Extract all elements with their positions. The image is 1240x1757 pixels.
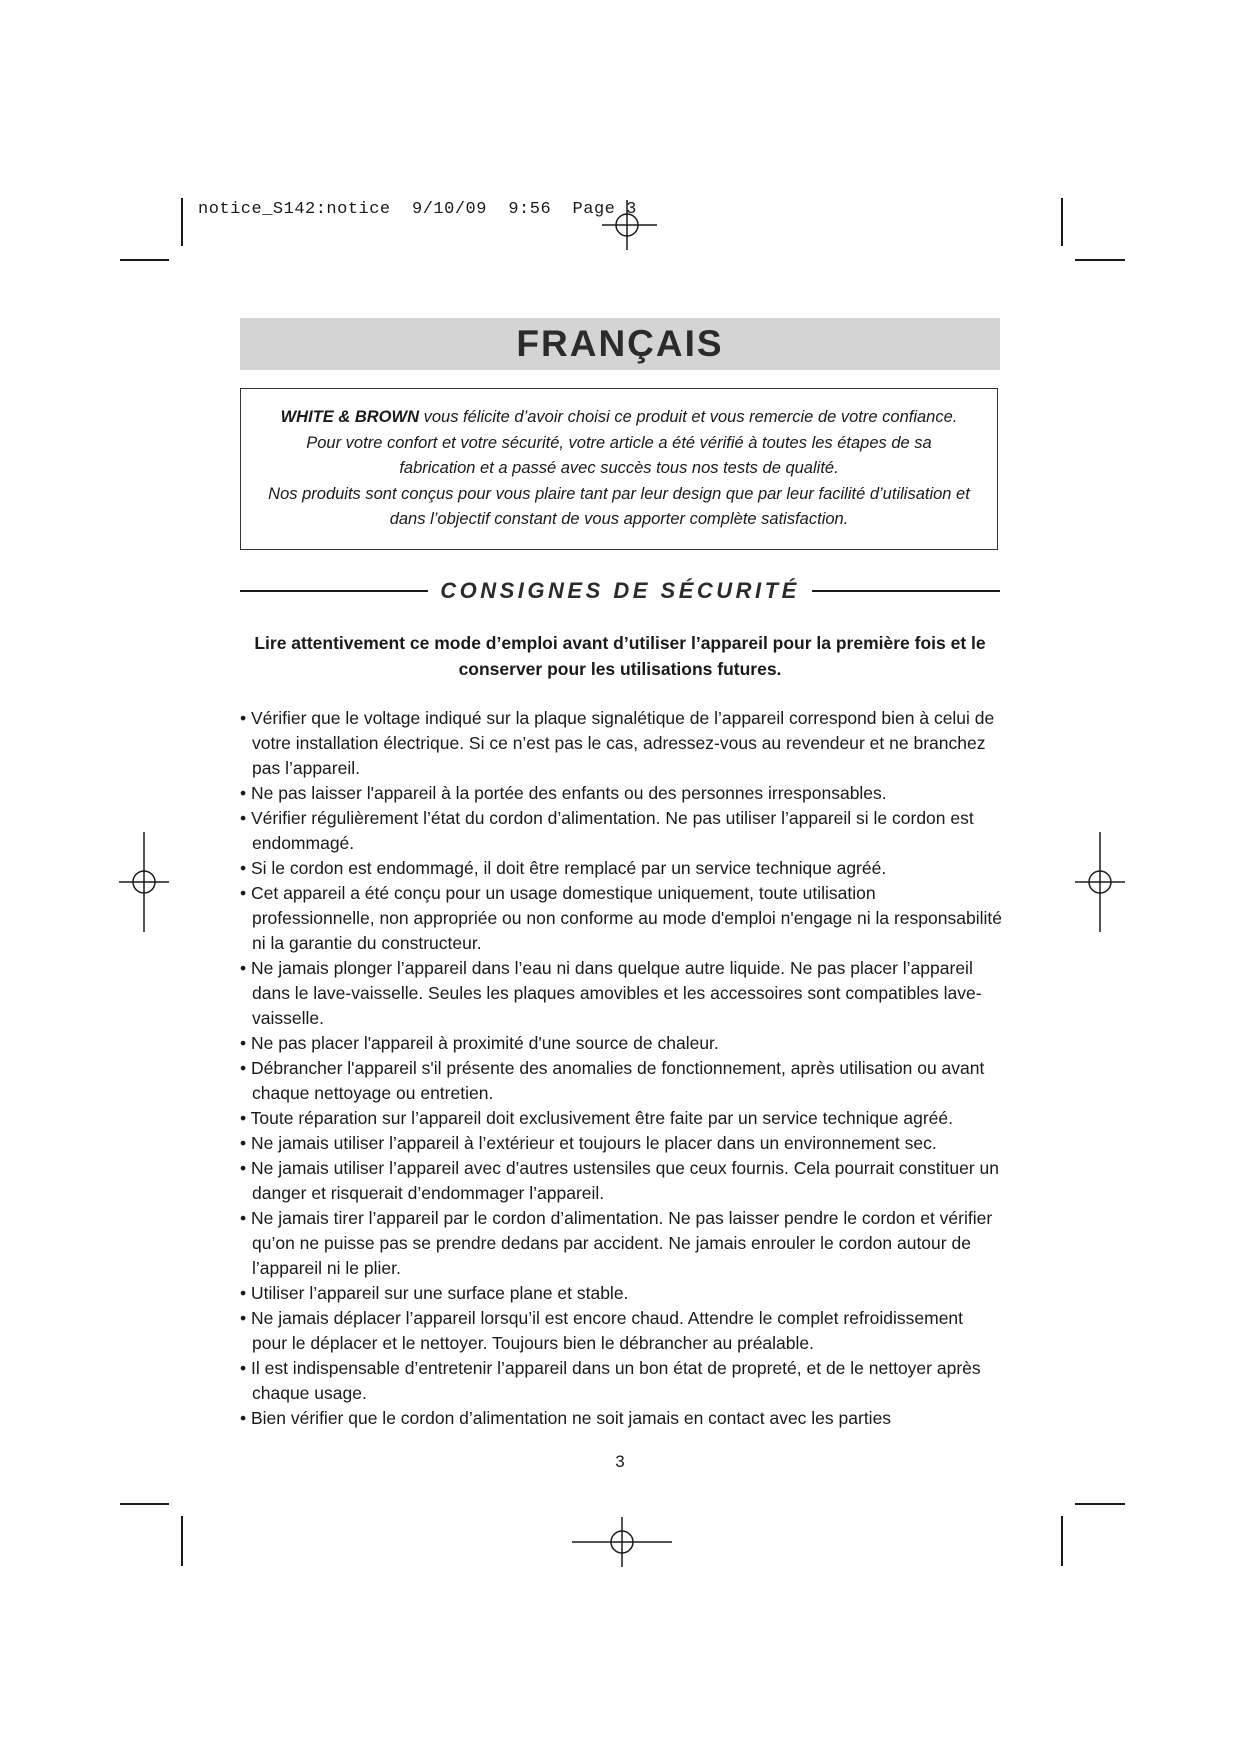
intro-line-1-text: vous félicite d’avoir choisi ce produit et vous remercie de votre confiance. — [419, 408, 958, 426]
heading-rule-right — [812, 590, 1000, 592]
list-item: • Ne pas placer l'appareil à proximité d'une source de chaleur. — [240, 1033, 719, 1053]
intro-line-2: Pour votre confort et votre sécurité, votre article a été vérifié à toutes les étapes de sa — [306, 433, 932, 452]
registration-mark-left-icon — [118, 832, 170, 932]
list-item: • Il est indispensable d’entretenir l’appareil dans un bon état de propreté, et de le nettoyer après chaque usage. — [240, 1358, 981, 1403]
section-title: CONSIGNES DE SÉCURITÉ — [440, 578, 800, 603]
list-item: • Vérifier régulièrement l’état du cordon d’alimentation. Ne pas utiliser l’appareil si le cordon est endommagé. — [240, 808, 974, 853]
lead-line-1: Lire attentivement ce mode d’emploi avant d’utiliser l’appareil pour la première fois et le — [254, 633, 986, 653]
list-item: • Débrancher l'appareil s'il présente des anomalies de fonctionnement, après utilisation ou avant chaque nettoyage ou entretien. — [240, 1058, 985, 1103]
list-item: • Toute réparation sur l’appareil doit exclusivement être faite par un service technique agréé. — [240, 1108, 954, 1128]
crop-mark-bottom-left-vertical — [181, 1516, 183, 1566]
intro-line-3: fabrication et a passé avec succès tous nos tests de qualité. — [399, 459, 839, 477]
list-item: • Ne pas laisser l'appareil à la portée des enfants ou des personnes irresponsables. — [240, 783, 887, 803]
lead-line-2: conserver pour les utilisations futures. — [458, 659, 782, 679]
intro-line-1 — [249, 405, 989, 431]
crop-mark-bottom-right-horizontal — [1075, 1503, 1125, 1505]
page-title: FRANÇAIS — [516, 323, 724, 364]
crop-mark-top-right-vertical — [1061, 198, 1063, 246]
crop-mark-bottom-right-vertical — [1061, 1516, 1063, 1566]
intro-line-5: dans l’objectif constant de vous apporter complète satisfaction. — [389, 510, 849, 528]
heading-rule-left — [240, 590, 428, 592]
language-title-bar — [240, 318, 1000, 370]
list-item: • Ne jamais utiliser l’appareil à l’extérieur et toujours le placer dans un environnement sec. — [240, 1133, 937, 1153]
safety-rules-list — [240, 706, 1002, 1431]
safety-section-heading — [240, 574, 1000, 608]
list-item: • Ne jamais déplacer l’appareil lorsqu’il est encore chaud. Attendre le complet refroidissement pour le déplacer et le nettoyer. Toujours bien le débrancher au préalable. — [240, 1308, 964, 1353]
list-item: • Ne jamais plonger l’appareil dans l’eau ni dans quelque autre liquide. Ne pas placer l’appareil dans le lave-vaisselle. Seules les plaques amovibles et les accessoires sont compatibles lave-vaisselle. — [240, 958, 982, 1028]
crop-mark-top-right-horizontal — [1075, 259, 1125, 261]
crop-mark-bottom-left-horizontal — [120, 1503, 169, 1505]
list-item: • Ne jamais utiliser l’appareil avec d’autres ustensiles que ceux fournis. Cela pourrait constituer un danger et risquerait d’endommager l’appareil. — [240, 1158, 1000, 1203]
lead-paragraph — [240, 630, 1000, 682]
crop-mark-top-left-vertical — [181, 198, 183, 246]
registration-mark-right-icon — [1074, 832, 1126, 932]
list-item: • Ne jamais tirer l’appareil par le cordon d’alimentation. Ne pas laisser pendre le cordon et vérifier qu’on ne puisse pas se prendre dedans par accident. Ne jamais enrouler le cordon autour de l’appareil ni le plier. — [240, 1208, 993, 1278]
list-item: • Bien vérifier que le cordon d’alimentation ne soit jamais en contact avec les parties — [240, 1408, 892, 1428]
brand-name: WHITE & BROWN — [280, 408, 420, 426]
page-number: 3 — [615, 1452, 625, 1471]
registration-mark-top-icon — [597, 200, 657, 250]
printer-slug: notice_S142:notice 9/10/09 9:56 Page 3 — [198, 200, 637, 219]
intro-box — [240, 388, 998, 550]
registration-mark-bottom-icon — [572, 1517, 672, 1567]
crop-mark-top-left-horizontal — [120, 259, 169, 261]
list-item: • Si le cordon est endommagé, il doit être remplacé par un service technique agréé. — [240, 858, 887, 878]
intro-line-4: Nos produits sont conçus pour vous plaire tant par leur design que par leur facilité d’utilisation et — [268, 484, 970, 503]
list-item: • Vérifier que le voltage indiqué sur la plaque signalétique de l’appareil correspond bien à celui de votre installation électrique. Si ce n’est pas le cas, adressez-vous au revendeur et ne branchez pas l’appareil. — [240, 708, 995, 778]
list-item: • Utiliser l’appareil sur une surface plane et stable. — [240, 1283, 629, 1303]
list-item: • Cet appareil a été conçu pour un usage domestique uniquement, toute utilisation professionnelle, non appropriée ou non conforme au mode d'emploi n'engage ni la responsabilité ni la garantie du constructeur. — [240, 883, 1002, 953]
